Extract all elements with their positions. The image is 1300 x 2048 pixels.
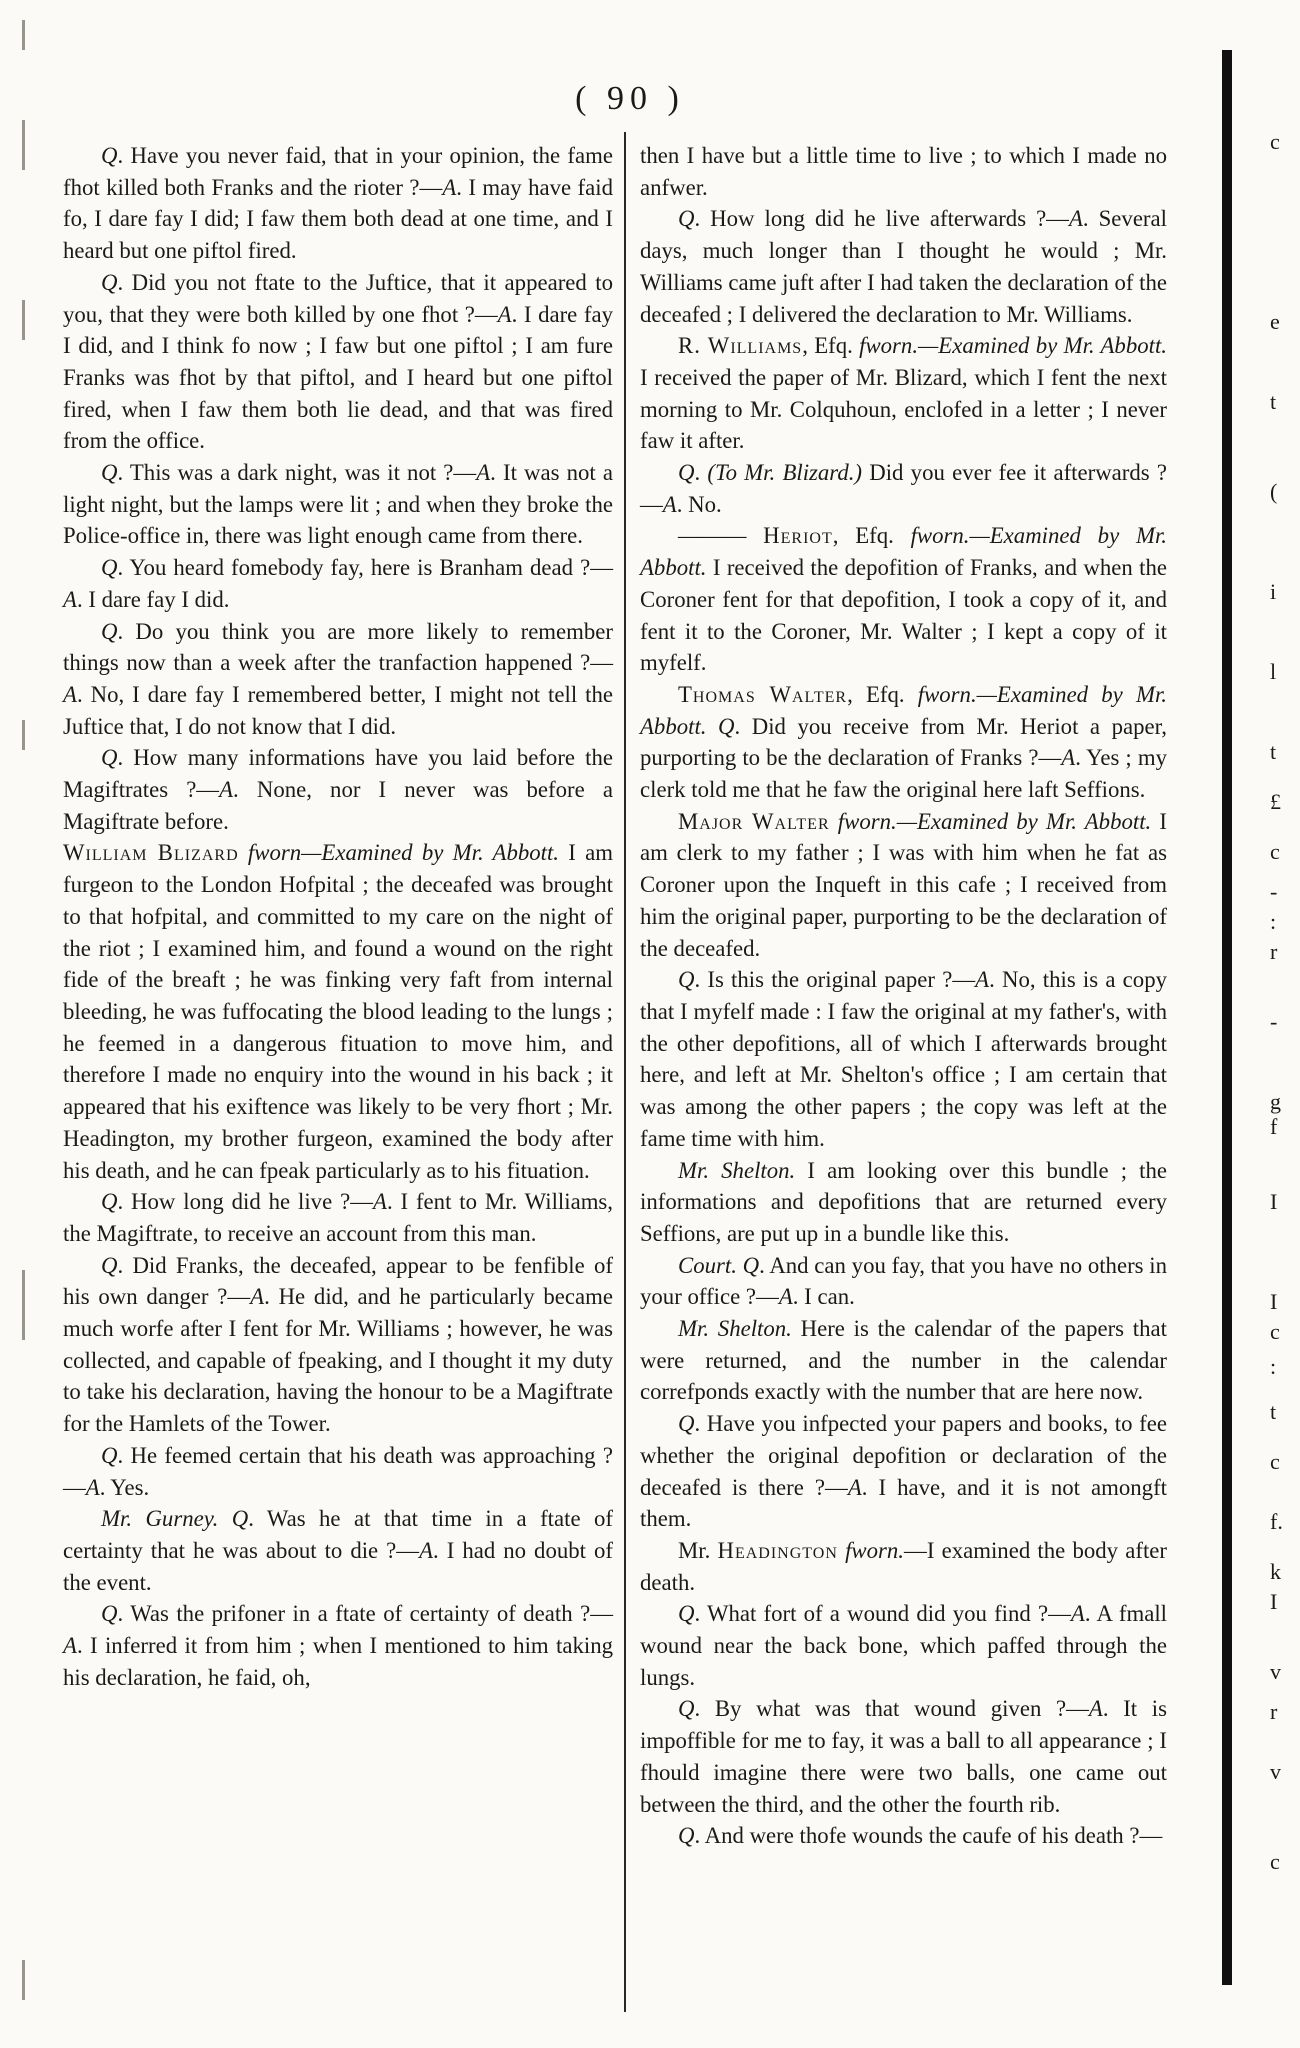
margin-fragment: v — [1270, 1759, 1281, 1784]
margin-fragment: t — [1270, 739, 1277, 764]
margin-fragment: l — [1270, 659, 1277, 684]
margin-fragment: : — [1270, 1354, 1277, 1379]
text-run: . It is impoffible for me to fay, it was a ball to all appearance ; I fhould imagine there were two balls, one came out between the third, and the other the fourth rib. — [640, 1696, 1167, 1817]
text-run: . Did you not ftate to the Juftice, that it appeared to you, that they were both killed by one fhot ?— — [63, 269, 613, 327]
italic-text: A — [219, 777, 234, 803]
text-run: ——— — [678, 523, 764, 549]
italic-text: Q — [101, 555, 118, 581]
text-run — [218, 1506, 231, 1531]
text-run: Here is the calendar of the papers that were returned, and the number in the calendar correfponds exactly with the number that are here now. — [640, 1316, 1167, 1405]
italic-text: A — [442, 174, 457, 200]
italic-text: A — [85, 1474, 100, 1500]
margin-fragment: i — [1270, 579, 1277, 604]
paragraph — [640, 1598, 1167, 1693]
italic-text: Mr. Shelton. — [678, 1316, 792, 1342]
paragraph — [640, 806, 1167, 965]
italic-text: Q — [101, 745, 118, 771]
margin-fragment: c — [1270, 1449, 1280, 1474]
left-column — [63, 140, 613, 1693]
speaker-name: Heriot — [763, 523, 833, 549]
margin-fragment: c — [1270, 839, 1280, 864]
text-run: I am looking over this bundle ; the informations and depofitions that are returned every Seffions, are put up in a bundle like this. — [640, 1157, 1168, 1246]
margin-fragment: t — [1270, 1399, 1277, 1424]
paragraph — [640, 140, 1167, 203]
paragraph — [640, 1693, 1167, 1820]
italic-text: A — [1061, 745, 1076, 771]
paragraph — [63, 837, 613, 1186]
paragraph — [63, 140, 613, 267]
paragraph — [63, 1503, 613, 1598]
italic-text: Q — [678, 967, 695, 993]
paragraph — [63, 616, 613, 743]
italic-text: fworn—Examined by Mr. Abbott. — [247, 840, 560, 866]
italic-text: fworn.—Examined by Mr. Abbott. — [837, 808, 1152, 834]
paragraph — [640, 1155, 1167, 1250]
italic-text: Q — [101, 1189, 118, 1215]
speaker-name: William Blizard — [63, 840, 239, 866]
text-run — [707, 714, 719, 739]
text-run: . How long did he live afterwards ?— — [694, 206, 1069, 232]
margin-fragment: r — [1270, 1699, 1278, 1724]
italic-text: Court. — [678, 1252, 737, 1278]
margin-fragment: £ — [1270, 789, 1281, 814]
italic-text: fworn.—Examined by Mr. Abbott. — [640, 523, 1167, 581]
italic-text: A — [1070, 1601, 1085, 1627]
margin-fragment: k — [1270, 1559, 1281, 1584]
paragraph — [640, 203, 1167, 330]
italic-text: Q — [231, 1506, 249, 1532]
text-run: . And were thofe wounds the caufe of his death ?— — [694, 1823, 1163, 1849]
italic-text: fworn. — [845, 1537, 905, 1563]
margin-fragment: : — [1270, 909, 1277, 934]
italic-text: Q — [101, 460, 118, 486]
italic-text: A — [847, 1474, 862, 1500]
text-run — [838, 1538, 845, 1563]
text-run: . Have you never faid, that in your opinion, the fame fhot killed both Franks and the rioter ?— — [63, 143, 613, 200]
text-run: Mr. — [678, 1537, 718, 1563]
italic-text: A — [1088, 1696, 1103, 1722]
speaker-name: Headington — [717, 1537, 838, 1563]
italic-text: A — [419, 1537, 434, 1563]
margin-fragment: - — [1270, 1009, 1278, 1034]
paragraph — [63, 457, 613, 552]
text-run: . I may have faid fo, I dare fay I did; I faw them both dead at one time, and I heard but one piftol fired. — [63, 174, 613, 264]
text-run: then I have but a little time to live ; to which I made no anfwer. — [640, 143, 1167, 200]
text-run: . I dare fay I did, and I think fo now ; I faw but one piftol ; I am fure Franks was fhot by that piftol, and I heard but one piftol fired, when I faw them both lie dead, and that was fired from the office. — [63, 301, 613, 454]
italic-text: Q — [678, 1696, 695, 1722]
text-run: . I dare fay I did. — [76, 586, 230, 612]
text-run: . None, nor I never was before a Magiftrate before. — [63, 777, 613, 834]
margin-fragment: I — [1270, 1589, 1278, 1614]
italic-text: Q — [678, 206, 695, 232]
paragraph — [63, 552, 613, 615]
text-run — [830, 809, 838, 834]
text-run: . I can. — [792, 1284, 855, 1310]
text-run: . No. — [676, 491, 722, 517]
text-run: . Have you infpected your papers and books, to fee whether the original depofition or declaration of the deceafed is there ?— — [640, 1411, 1167, 1500]
margin-fragment: - — [1270, 879, 1278, 904]
text-run: . No, this is a copy that I myfelf made : I faw the original at my father's, with the other depofitions, all of which I afterwards brought here, and left at Mr. Shelton's office ; I am certain that was among the other papers ; the copy was left at the fame time with him. — [640, 967, 1167, 1151]
margin-fragment: r — [1270, 939, 1278, 964]
italic-text: A — [250, 1284, 265, 1310]
margin-fragment: c — [1270, 1319, 1280, 1344]
paragraph — [640, 1535, 1167, 1598]
margin-fragment: f. — [1270, 1509, 1283, 1534]
italic-text: A — [662, 491, 677, 517]
binding-gutter — [22, 0, 52, 2048]
text-run: . By what was that wound given ?— — [694, 1696, 1089, 1722]
italic-text: Q — [101, 1601, 118, 1627]
text-run: . Was he at that time in a ftate of certainty that he was about to die ?— — [63, 1506, 614, 1563]
text-run: , Efq. — [847, 681, 918, 707]
text-run: I am furgeon to the London Hofpital ; the deceafed was brought to that hofpital, and committed to my care on the night of the riot ; I examined him, and found a wound on the right fide of the breaft ; he was finking very faft from internal bleeding, he was fuffocating the blood leading to the lungs ; he feemed in a dangerous fituation to move him, and therefore I made no enquiry into the wound in his back ; it appeared that his exiftence was likely to be very fhort ; Mr. Headington, my brother furgeon, examined the body after his death, and he can fpeak particularly as to his fituation. — [63, 840, 614, 1183]
text-run: . What fort of a wound did you find ?— — [694, 1601, 1071, 1627]
paragraph — [640, 1313, 1167, 1408]
margin-fragment: c — [1270, 129, 1280, 154]
italic-text: Q — [101, 143, 118, 168]
margin-fragment: I — [1270, 1289, 1278, 1314]
text-run: . Did Franks, the deceafed, appear to be fenfible of his own danger ?— — [63, 1252, 613, 1310]
speaker-name: Major Walter — [678, 808, 830, 834]
page-edge-shadow — [1222, 50, 1232, 1985]
text-run: . Is this the original paper ?— — [694, 967, 976, 993]
text-run: . How many informations have you laid before the Magiftrates ?— — [63, 745, 613, 803]
italic-text: Q — [678, 1823, 695, 1849]
text-run: . You heard fomebody fay, here is Branham dead ?— — [117, 555, 613, 581]
italic-text: A — [975, 967, 990, 993]
margin-fragment: I — [1270, 1189, 1278, 1214]
italic-text: A — [497, 301, 512, 327]
italic-text: A — [63, 1633, 77, 1659]
margin-fragment: f — [1270, 1114, 1278, 1139]
text-run: . No, I dare fay I remembered better, I might not tell the Juftice that, I do not know that I did. — [63, 681, 613, 739]
paragraph — [640, 457, 1167, 520]
paragraph — [640, 1820, 1167, 1852]
italic-text: fworn.—Examined by Mr. Abbott. — [640, 681, 1167, 739]
text-run: . Yes. — [99, 1474, 150, 1500]
text-run: , Efq. — [802, 333, 860, 359]
italic-text: A — [476, 460, 491, 486]
text-run: —I examined the body after death. — [640, 1537, 1167, 1595]
italic-text: fworn.—Examined by Mr. Abbott. — [859, 333, 1167, 359]
text-run: . He did, and he particularly became much worfe after I fent for Mr. Williams ; however, he was collected, and capable of fpeaking, and I thought it my duty to take his declaration, having the honour to be a Magiftrate for the Hamlets of the Tower. — [63, 1284, 613, 1437]
text-run: I received the paper of Mr. Blizard, which I fent the next morning to Mr. Colquhoun, enclofed in a letter ; I never faw it after. — [640, 364, 1167, 454]
text-run: . I had no doubt of the event. — [63, 1537, 613, 1595]
margin-fragment: ( — [1270, 479, 1278, 504]
text-run: . I have, and it is not amongft them. — [640, 1474, 1167, 1532]
text-run: . Yes ; my clerk told me that he faw the original here laft Seffions. — [640, 745, 1167, 803]
italic-text: Mr. Shelton. — [678, 1157, 796, 1183]
italic-text: Q — [101, 269, 118, 295]
italic-text: Q — [742, 1252, 760, 1278]
text-run: . Do you think you are more likely to remember things now than a week after the tranfaction happened ?— — [63, 618, 613, 676]
italic-text: A — [1068, 206, 1083, 232]
text-run — [239, 840, 248, 865]
italic-text: A — [778, 1284, 793, 1310]
margin-fragment: c — [1270, 1849, 1280, 1874]
text-run: . Did you receive from Mr. Heriot a paper, purporting to be the declaration of Franks ?— — [640, 713, 1167, 771]
italic-text: Q — [678, 1601, 695, 1627]
paragraph — [640, 679, 1167, 806]
text-run: . — [694, 460, 708, 486]
italic-text: Q — [101, 1252, 118, 1278]
text-run: I received the depofition of Franks, and when the Coroner fent for that depofition, I took a copy of it, and fent it to the Coroner, Mr. Walter ; I kept a copy of it myfelf. — [640, 555, 1167, 676]
paragraph — [63, 1598, 613, 1693]
italic-text: Mr. Gurney. — [101, 1506, 219, 1532]
text-run: . And can you fay, that you have no others in your office ?— — [640, 1252, 1168, 1310]
italic-text: Q — [718, 713, 735, 739]
margin-fragment: t — [1270, 389, 1277, 414]
text-run: . Several days, much longer than I thought he would ; Mr. Williams came juft after I had taken the declaration of the deceafed ; I delivered the declaration to Mr. Williams. — [640, 206, 1167, 327]
italic-text: A — [63, 586, 77, 612]
text-run: . This was a dark night, was it not ?— — [117, 460, 477, 486]
text-run: . A fmall wound near the back bone, which paffed through the lungs. — [640, 1601, 1168, 1690]
page-number: ( 90 ) — [575, 80, 685, 117]
text-run: . How long did he live ?— — [117, 1189, 373, 1215]
text-run: . He feemed certain that his death was approaching ?— — [63, 1442, 613, 1500]
paragraph — [63, 1440, 613, 1503]
text-run: . I inferred it from him ; when I mentioned to him taking his declaration, he faid, oh, — [63, 1633, 613, 1690]
italic-text: (To Mr. Blizard.) — [707, 460, 863, 486]
paragraph — [640, 330, 1167, 457]
italic-text: Q — [678, 1411, 695, 1437]
paragraph — [63, 1186, 613, 1249]
text-run: Did you ever fee it afterwards ?— — [640, 460, 1167, 517]
column-rule — [624, 132, 626, 2012]
paragraph — [640, 1250, 1167, 1313]
paragraph — [63, 742, 613, 837]
italic-text: A — [373, 1189, 387, 1215]
paragraph — [640, 1408, 1167, 1535]
facing-page-fragments — [1262, 0, 1300, 2048]
text-run: . I fent to Mr. Williams, the Magiftrate, to receive an account from this man. — [63, 1189, 614, 1246]
paragraph — [640, 964, 1167, 1154]
margin-fragment: e — [1270, 309, 1280, 334]
italic-text: Q — [101, 618, 118, 644]
margin-fragment: v — [1270, 1659, 1281, 1684]
speaker-name: Thomas Walter — [678, 681, 848, 707]
speaker-name: R. Williams — [678, 333, 803, 359]
text-run: I am clerk to my father ; I was with him when he fat as Coroner upon the Inqueft in this cafe ; I received from him the original paper, purporting to be the declaration of the deceafed. — [640, 808, 1167, 961]
paragraph — [63, 267, 613, 457]
italic-text: Q — [678, 460, 695, 486]
text-run: . Was the prifoner in a ftate of certainty of death ?— — [117, 1601, 613, 1627]
text-run: . It was not a light night, but the lamps were lit ; and when they broke the Police-office in, there was light enough came from there. — [63, 460, 614, 549]
italic-text: A — [63, 681, 77, 707]
text-run: , Efq. — [832, 523, 911, 549]
right-column — [640, 140, 1167, 1852]
paragraph — [640, 520, 1167, 679]
margin-fragment: g — [1270, 1089, 1281, 1114]
paragraph — [63, 1250, 613, 1440]
italic-text: Q — [101, 1442, 118, 1468]
